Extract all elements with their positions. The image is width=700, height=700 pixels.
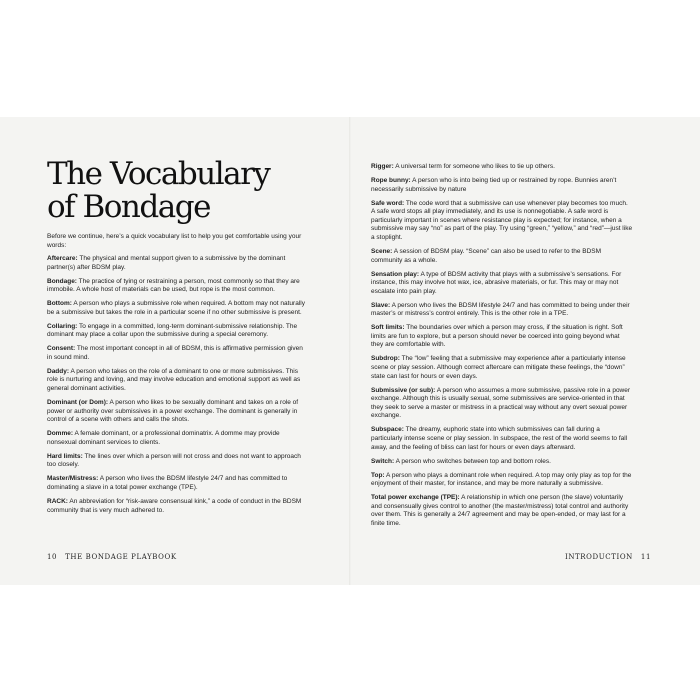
glossary-term: Daddy: [47, 367, 70, 375]
book-spread [0, 117, 700, 585]
glossary-entry [371, 494, 633, 528]
glossary-definition: The physical and mental support given to a submissive by the dominant partner(s) after BDSM play. [47, 255, 286, 271]
glossary-term: Slave: [371, 301, 391, 309]
glossary-entry [371, 200, 633, 243]
glossary-entry [371, 302, 633, 319]
glossary-definition: A person who lives the BDSM lifestyle 24/7 and has committed to being under their master’s or mistress’s control entirely. This is the other role in a TPE. [371, 301, 630, 318]
glossary-term: Master/Mistress: [47, 475, 99, 483]
glossary-entry [371, 355, 633, 381]
glossary-entry [47, 300, 309, 317]
glossary-term: Rope bunny: [371, 176, 411, 184]
glossary-definition: A female dominant, or a professional dominatrix. A domme may provide nonsexual dominant services to clients. [47, 430, 280, 446]
glossary-entry [47, 399, 309, 425]
glossary-term: RACK: [47, 497, 68, 505]
glossary-definition: A person who takes on the role of a dominant to one or more submissives. This role is nurturing and loving, and may involve education and emotional support as well as general dominant activities. [47, 367, 301, 393]
glossary-term: Safe word: [371, 199, 405, 207]
glossary-term: Aftercare: [47, 255, 78, 262]
glossary-definition: A type of BDSM activity that plays with a submissive’s sensations. For instance, this may involve hot wax, ice, abrasive materials, or fur. This may or may not escalate into pain play. [371, 270, 622, 295]
glossary-term: Dominant (or Dom): [47, 399, 109, 407]
glossary-definition: A session of BDSM play. “Scene” can also be used to refer to the BDSM community as a whole. [371, 247, 602, 264]
glossary-definition: A relationship in which one person (the slave) voluntarily and consensually gives control to another (the master/mistress) total control and authority over them. This is generally a 24/7 agreement and may be open-ended, or may last for a finite time. [371, 494, 629, 527]
glossary-definition: A person who assumes a more submissive, passive role in a power exchange. Although this is usually sexual, some submissives are service-oriented in that they seek to serve a master or mistress in a practical way without any overt sexual power exchange. [371, 386, 631, 420]
glossary-term: Rigger: [371, 163, 394, 170]
glossary-definition: A person who is into being tied up or restrained by rope. Bunnies aren’t necessarily submissive by nature [371, 176, 617, 193]
glossary-term: Hard limits: [47, 452, 83, 460]
glossary-definition: A person who plays a dominant role when required. A top may only play as top for the enjoyment of their master, for instance, and may be more naturally a submissive. [371, 471, 632, 488]
glossary-entry [47, 345, 309, 362]
glossary-term: Bondage: [47, 277, 77, 285]
glossary-definition: To engage in a committed, long-term dominant-submissive relationship. The dominant may place a collar upon the submissive during a special ceremony. [47, 322, 298, 339]
glossary-entry [47, 323, 309, 340]
glossary-definition: An abbreviation for “risk-aware consensual kink,” a code of conduct in the BDSM community that is very much adhered to. [47, 497, 302, 514]
page-number: 10 [47, 553, 58, 561]
glossary-definition: The boundaries over which a person may cross, if the situation is right. Soft limits are fun to explore, but a person should never be coerced into going beyond what they are comfortable with. [371, 324, 623, 349]
glossary-term: Consent: [47, 345, 76, 353]
glossary-definition: The practice of tying or restraining a person, most commonly so that they are immobile. A whole host of materials can be used, but rope is the most common. [47, 277, 300, 294]
page-number: 11 [640, 553, 651, 561]
intro-paragraph: Before we continue, here’s a quick vocabulary list to help you get comfortable using your words: [47, 233, 302, 249]
glossary-term: Submissive (or sub): [371, 386, 436, 394]
glossary-entry [371, 177, 633, 194]
glossary-entry [371, 324, 633, 350]
glossary-term: Scene: [371, 247, 393, 255]
glossary-definition: A person who likes to be sexually dominant and takes on a role of power or authority over submissives in a power exchange. The dominant is generally in control of a scene with others and calls the shots. [47, 399, 299, 424]
glossary-entry [371, 271, 633, 297]
glossary-entry [47, 475, 309, 492]
running-footer: INTRODUCTION [564, 553, 633, 561]
right-folio [565, 553, 651, 561]
left-folio [47, 553, 177, 561]
glossary-entry [371, 248, 633, 265]
glossary-definition: A person who lives the BDSM lifestyle 24/7 and has committed to dominating a slave in a total power exchange (TPE). [47, 475, 288, 491]
glossary-term: Top: [371, 471, 385, 479]
left-page [0, 117, 350, 585]
glossary-term: Total power exchange (TPE): [371, 494, 460, 502]
glossary-entry [47, 278, 309, 295]
glossary-term: Domme: [47, 430, 74, 438]
glossary-definition: A person who switches between top and bottom roles. [394, 457, 551, 465]
glossary-definition: The code word that a submissive can use whenever play becomes too much. A safe word stops all play immediately, and its use is nonnegotiable. A safe word is particularly important in scenes where resistance play is expected; for instance, when a submissive may say “no” as part of the play. Try using “green,” “yellow,” and “red”—just like a stoplight. [371, 199, 633, 241]
right-glossary-column [371, 163, 633, 534]
glossary-term: Subspace: [371, 426, 404, 434]
glossary-entry [47, 255, 309, 272]
glossary-entry [47, 498, 309, 515]
glossary-definition: The “low” feeling that a submissive may experience after a particularly intense scene or play session. Although correct aftercare can mitigate these feelings, the “down” state can last for hours or even days. [371, 355, 626, 380]
glossary-entry [371, 458, 633, 467]
glossary-definition: The dreamy, euphoric state into which submissives can fall during a particularly intense scene or play session. In subspace, the rest of the world seems to fall away, and the feeling of bliss can last for hours or even days afterward. [371, 426, 628, 451]
running-footer: THE BONDAGE PLAYBOOK [65, 553, 177, 561]
glossary-term: Collaring: [47, 322, 78, 330]
glossary-entry [47, 368, 309, 394]
glossary-definition: A universal term for someone who likes to tie up others. [393, 163, 555, 170]
glossary-term: Subdrop: [371, 355, 400, 363]
glossary-entry [371, 426, 633, 452]
glossary-entry [371, 472, 633, 489]
glossary-definition: A person who plays a submissive role when required. A bottom may not naturally be a submissive but takes the role in a particular scene if no other submissive is present. [47, 300, 305, 316]
glossary-term: Switch: [371, 457, 395, 465]
right-page [350, 117, 700, 585]
page-title: The Vocabulary of Bondage [47, 156, 270, 225]
glossary-definition: The most important concept in all of BDSM, this is affirmative permission given in sound mind. [47, 345, 303, 361]
glossary-entry [47, 430, 309, 447]
glossary-entry [371, 387, 633, 421]
left-glossary-column [47, 255, 309, 521]
glossary-term: Soft limits: [371, 324, 405, 332]
glossary-definition: The lines over which a person will not cross and does not want to approach too closely. [47, 452, 301, 469]
glossary-entry [47, 453, 309, 470]
glossary-term: Sensation play: [371, 270, 420, 278]
glossary-entry [371, 163, 633, 172]
glossary-term: Bottom: [47, 300, 72, 308]
